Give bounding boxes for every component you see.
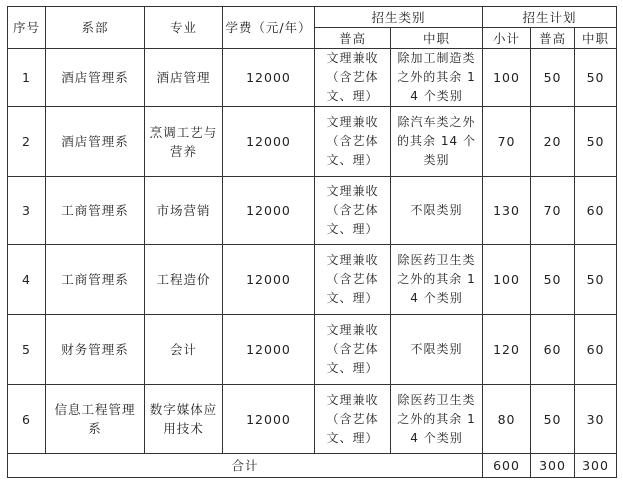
cell-plan-subtotal: 70 bbox=[483, 107, 531, 177]
cell-category-general: 文理兼收（含艺体文、理） bbox=[315, 385, 391, 454]
cell-category-vocational: 除加工制造类之外的其余 14 个类别 bbox=[391, 49, 483, 107]
cell-seq: 4 bbox=[8, 245, 46, 315]
cell-plan-general: 70 bbox=[531, 177, 575, 245]
cell-plan-general: 50 bbox=[531, 49, 575, 107]
cell-dept: 酒店管理系 bbox=[46, 107, 145, 177]
cell-plan-subtotal: 100 bbox=[483, 245, 531, 315]
cell-category-vocational: 除医药卫生类之外的其余 14 个类别 bbox=[391, 245, 483, 315]
cell-plan-general: 60 bbox=[531, 315, 575, 385]
table-row bbox=[8, 245, 617, 315]
cell-plan-vocational: 50 bbox=[575, 107, 617, 177]
cell-fee: 12000 bbox=[223, 385, 315, 454]
table-row bbox=[8, 49, 617, 107]
header-dept: 系部 bbox=[46, 7, 145, 49]
cell-plan-general: 50 bbox=[531, 245, 575, 315]
cell-category-general: 文理兼收（含艺体文、理） bbox=[315, 315, 391, 385]
table-row bbox=[8, 315, 617, 385]
header-category: 招生类别 bbox=[315, 7, 483, 28]
cell-major: 工程造价 bbox=[145, 245, 223, 315]
header-plan-vocational: 中职 bbox=[575, 28, 617, 49]
cell-fee: 12000 bbox=[223, 177, 315, 245]
cell-plan-vocational: 60 bbox=[575, 315, 617, 385]
cell-category-vocational: 除汽车类之外的其余 14 个类别 bbox=[391, 107, 483, 177]
cell-seq: 5 bbox=[8, 315, 46, 385]
cell-seq: 1 bbox=[8, 49, 46, 107]
cell-category-vocational: 不限类别 bbox=[391, 177, 483, 245]
cell-plan-subtotal: 130 bbox=[483, 177, 531, 245]
cell-dept: 酒店管理系 bbox=[46, 49, 145, 107]
cell-dept: 信息工程管理系 bbox=[46, 385, 145, 454]
cell-category-general: 文理兼收（含艺体文、理） bbox=[315, 107, 391, 177]
cell-plan-subtotal: 100 bbox=[483, 49, 531, 107]
table-row bbox=[8, 107, 617, 177]
cell-major: 烹调工艺与营养 bbox=[145, 107, 223, 177]
table-row bbox=[8, 385, 617, 454]
header-category-vocational: 中职 bbox=[391, 28, 483, 49]
cell-category-general: 文理兼收（含艺体文、理） bbox=[315, 245, 391, 315]
cell-category-vocational: 不限类别 bbox=[391, 315, 483, 385]
total-label: 合计 bbox=[8, 454, 483, 478]
header-plan-subtotal: 小计 bbox=[483, 28, 531, 49]
cell-dept: 工商管理系 bbox=[46, 245, 145, 315]
cell-seq: 3 bbox=[8, 177, 46, 245]
cell-plan-subtotal: 120 bbox=[483, 315, 531, 385]
header-category-general: 普高 bbox=[315, 28, 391, 49]
cell-major: 会计 bbox=[145, 315, 223, 385]
cell-dept: 财务管理系 bbox=[46, 315, 145, 385]
total-subtotal: 600 bbox=[483, 454, 531, 478]
header-plan: 招生计划 bbox=[483, 7, 617, 28]
header-fee: 学费（元/年） bbox=[223, 7, 315, 49]
cell-plan-general: 20 bbox=[531, 107, 575, 177]
cell-fee: 12000 bbox=[223, 107, 315, 177]
cell-category-general: 文理兼收（含艺体文、理） bbox=[315, 177, 391, 245]
cell-major: 数字媒体应用技术 bbox=[145, 385, 223, 454]
cell-fee: 12000 bbox=[223, 245, 315, 315]
cell-dept: 工商管理系 bbox=[46, 177, 145, 245]
header-major: 专业 bbox=[145, 7, 223, 49]
cell-fee: 12000 bbox=[223, 49, 315, 107]
cell-seq: 6 bbox=[8, 385, 46, 454]
cell-major: 酒店管理 bbox=[145, 49, 223, 107]
header-plan-general: 普高 bbox=[531, 28, 575, 49]
cell-category-vocational: 除医药卫生类之外的其余 14 个类别 bbox=[391, 385, 483, 454]
cell-fee: 12000 bbox=[223, 315, 315, 385]
table-row bbox=[8, 177, 617, 245]
total-vocational: 300 bbox=[575, 454, 617, 478]
cell-major: 市场营销 bbox=[145, 177, 223, 245]
header-seq: 序号 bbox=[8, 7, 46, 49]
enrollment-table bbox=[7, 6, 617, 478]
cell-plan-vocational: 50 bbox=[575, 245, 617, 315]
cell-category-general: 文理兼收（含艺体文、理） bbox=[315, 49, 391, 107]
cell-plan-vocational: 30 bbox=[575, 385, 617, 454]
cell-plan-vocational: 50 bbox=[575, 49, 617, 107]
cell-plan-vocational: 60 bbox=[575, 177, 617, 245]
cell-plan-subtotal: 80 bbox=[483, 385, 531, 454]
total-general: 300 bbox=[531, 454, 575, 478]
cell-seq: 2 bbox=[8, 107, 46, 177]
cell-plan-general: 50 bbox=[531, 385, 575, 454]
